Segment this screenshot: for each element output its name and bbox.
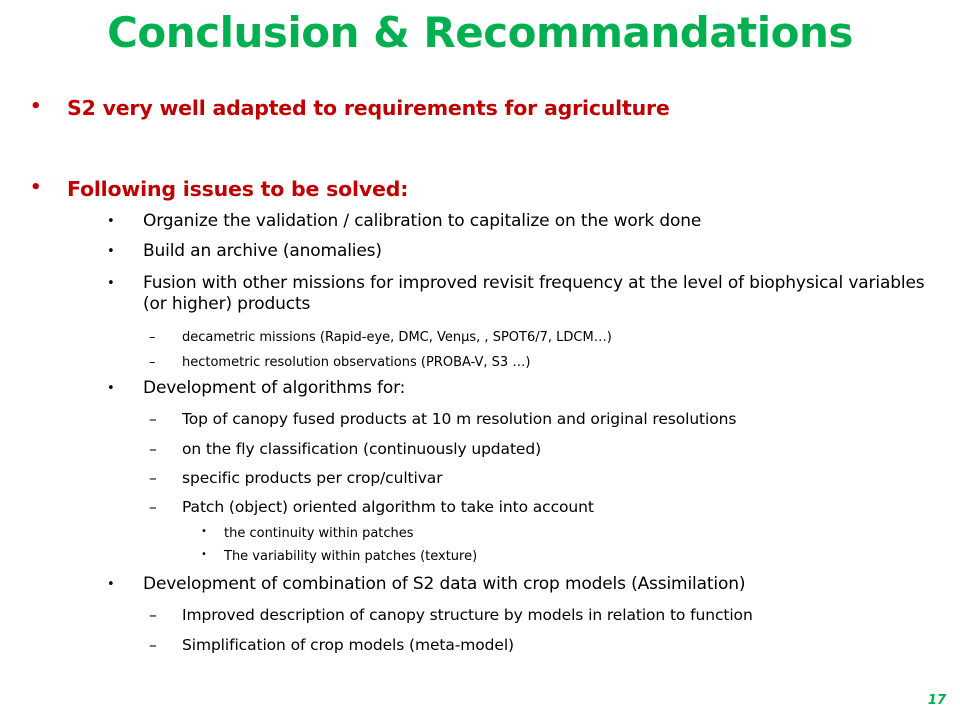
dash-marker: – <box>149 440 157 458</box>
sub-bullet-classification <box>149 440 542 458</box>
sub-bullet-simplification <box>149 636 514 654</box>
bullet-s2-adapted <box>30 96 670 120</box>
bullet-marker: • <box>201 526 207 537</box>
dash-marker: – <box>149 469 157 487</box>
bullet-text: S2 very well adapted to requirements for agriculture <box>67 96 670 120</box>
bullet-archive <box>107 241 382 262</box>
bullet-algorithms <box>107 378 406 399</box>
dash-marker: – <box>149 498 157 516</box>
sub-bullet-hectometric <box>149 355 531 370</box>
bullet-marker: • <box>107 214 115 229</box>
bullet-text: Development of algorithms for: <box>143 378 406 398</box>
bullet-text: Patch (object) oriented algorithm to take into account <box>182 498 594 516</box>
bullet-validation <box>107 211 702 232</box>
dash-marker: – <box>149 606 157 624</box>
bullet-fusion <box>107 273 933 315</box>
bullet-text: Top of canopy fused products at 10 m resolution and original resolutions <box>182 410 737 428</box>
bullet-marker: • <box>30 177 42 198</box>
sub-sub-bullet-variability <box>201 549 478 564</box>
bullet-marker: • <box>201 549 207 560</box>
dash-marker: – <box>149 410 157 428</box>
dash-marker: – <box>149 355 156 370</box>
bullet-marker: • <box>107 577 115 592</box>
bullet-issues <box>30 177 409 201</box>
sub-bullet-patch <box>149 498 594 516</box>
bullet-marker: • <box>30 96 42 117</box>
bullet-text: The variability within patches (texture) <box>224 549 478 564</box>
dash-marker: – <box>149 636 157 654</box>
bullet-combination <box>107 574 746 595</box>
page-number: 17 <box>927 693 946 708</box>
bullet-marker: • <box>107 381 115 396</box>
sub-sub-bullet-continuity <box>201 526 414 541</box>
bullet-marker: • <box>107 244 115 259</box>
bullet-text: the continuity within patches <box>224 526 414 541</box>
bullet-text: Fusion with other missions for improved revisit frequency at the level of biophysical variables (or higher) products <box>143 273 925 314</box>
bullet-text: Build an archive (anomalies) <box>143 241 382 261</box>
slide-title: Conclusion & Recommandations <box>107 8 853 57</box>
bullet-text: decametric missions (Rapid-eye, DMC, Venµs, , SPOT6/7, LDCM…) <box>182 330 612 345</box>
sub-bullet-toc <box>149 410 737 428</box>
bullet-text: Development of combination of S2 data with crop models (Assimilation) <box>143 574 746 594</box>
sub-bullet-decametric <box>149 330 612 345</box>
bullet-text: on the fly classification (continuously updated) <box>182 440 542 458</box>
sub-bullet-canopy <box>149 606 753 624</box>
bullet-text: Simplification of crop models (meta-model) <box>182 636 514 654</box>
bullet-text: specific products per crop/cultivar <box>182 469 443 487</box>
bullet-marker: • <box>107 276 115 291</box>
bullet-text: Improved description of canopy structure by models in relation to function <box>182 606 753 624</box>
bullet-text: Organize the validation / calibration to capitalize on the work done <box>143 211 702 231</box>
dash-marker: – <box>149 330 156 345</box>
bullet-text: hectometric resolution observations (PROBA-V, S3 …) <box>182 355 531 370</box>
sub-bullet-crop-products <box>149 469 443 487</box>
bullet-text: Following issues to be solved: <box>67 177 409 201</box>
